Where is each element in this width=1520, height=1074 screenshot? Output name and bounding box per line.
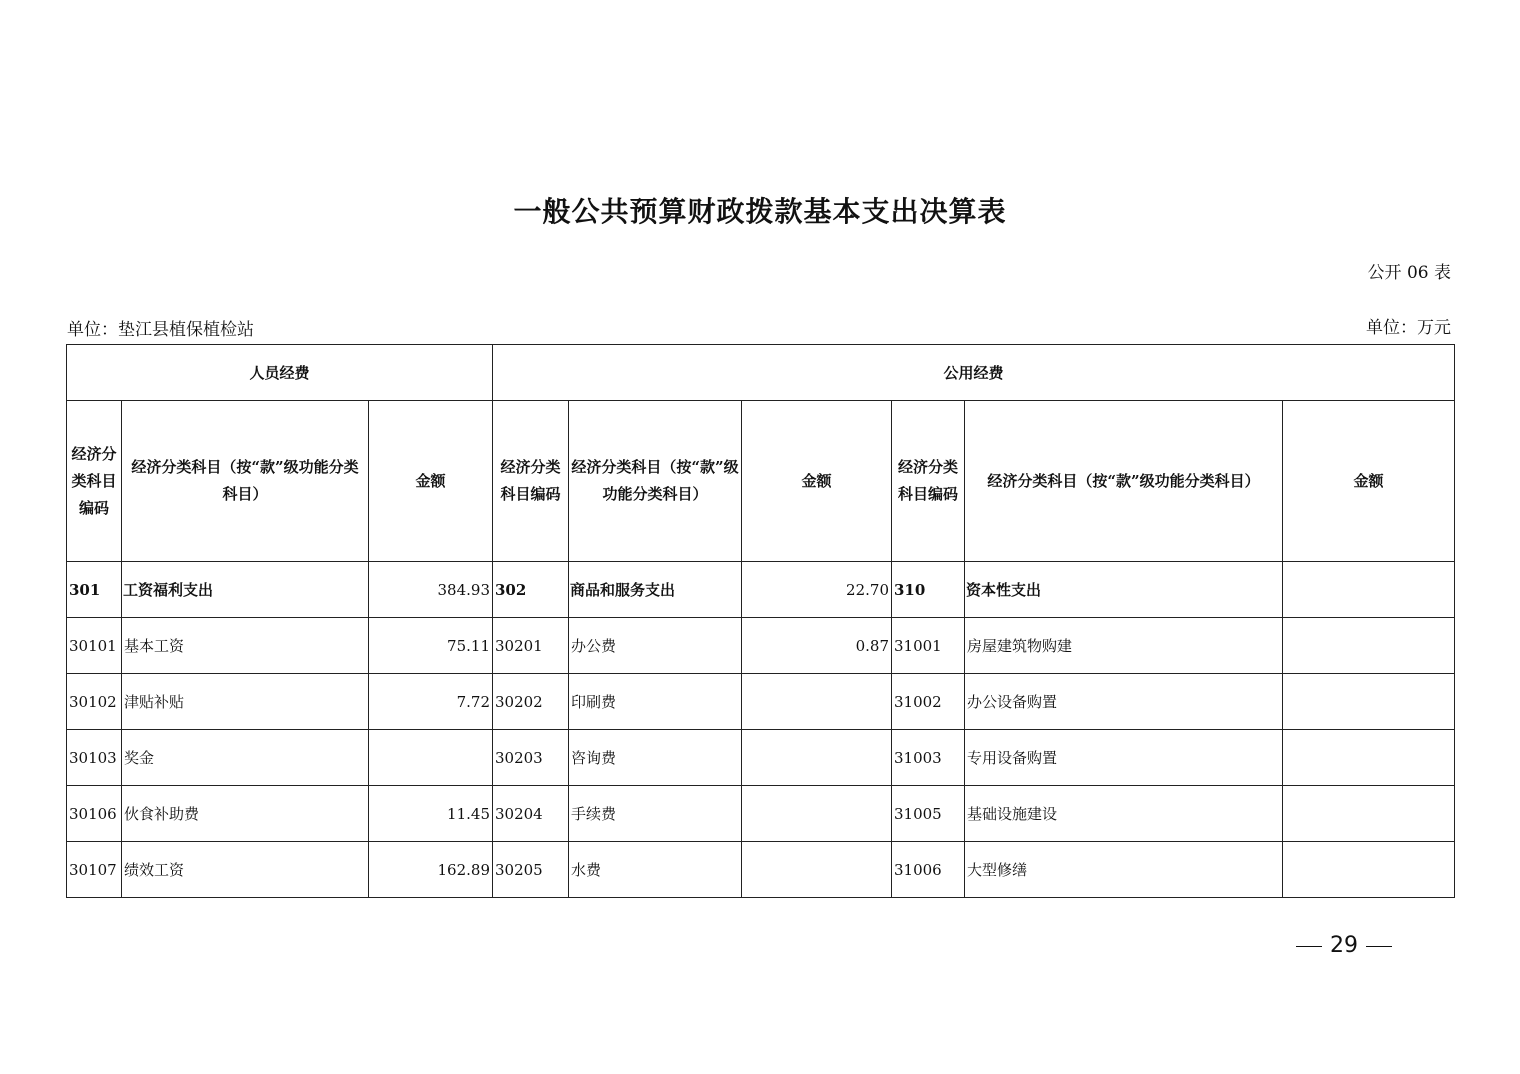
table-row (67, 786, 1455, 842)
column-header-code: 经济分类科目编码 (892, 401, 965, 562)
name-cell: 奖金 (122, 730, 369, 786)
reporting-unit: 单位：垫江县植保植检站 (67, 320, 254, 340)
form-number: 公开 06 表 (1367, 263, 1451, 283)
code-cell: 31002 (892, 674, 965, 730)
column-header-code: 经济分类科目编码 (493, 401, 569, 562)
column-header-amount: 金额 (742, 401, 892, 562)
amount-cell: 22.70 (742, 562, 892, 618)
dash-right (1366, 946, 1392, 947)
column-header-amount: 金额 (369, 401, 493, 562)
column-header-name: 经济分类科目（按“款”级功能分类科目） (569, 401, 742, 562)
name-cell: 咨询费 (569, 730, 742, 786)
page-number (1288, 933, 1400, 958)
table-row (67, 618, 1455, 674)
amount-cell: 75.11 (369, 618, 493, 674)
page-title: 一般公共预算财政拨款基本支出决算表 (513, 195, 1007, 228)
code-cell: 30203 (493, 730, 569, 786)
column-header-name: 经济分类科目（按“款”级功能分类科目） (122, 401, 369, 562)
table-row (67, 730, 1455, 786)
name-cell: 工资福利支出 (122, 562, 369, 618)
amount-cell (1283, 618, 1455, 674)
column-header-name: 经济分类科目（按“款”级功能分类科目） (965, 401, 1283, 562)
name-cell: 印刷费 (569, 674, 742, 730)
code-cell: 30205 (493, 842, 569, 898)
code-cell: 310 (892, 562, 965, 618)
amount-cell: 0.87 (742, 618, 892, 674)
column-header-amount: 金额 (1283, 401, 1455, 562)
name-cell: 手续费 (569, 786, 742, 842)
code-cell: 30103 (67, 730, 122, 786)
amount-cell (742, 786, 892, 842)
amount-cell (1283, 842, 1455, 898)
amount-cell (1283, 674, 1455, 730)
dash-left (1296, 946, 1322, 947)
name-cell: 水费 (569, 842, 742, 898)
name-cell: 房屋建筑物购建 (965, 618, 1283, 674)
code-cell: 30202 (493, 674, 569, 730)
amount-cell (742, 730, 892, 786)
code-cell: 302 (493, 562, 569, 618)
amount-cell: 7.72 (369, 674, 493, 730)
code-cell: 30101 (67, 618, 122, 674)
code-cell: 30204 (493, 786, 569, 842)
expenditure-table (66, 344, 1455, 898)
name-cell: 资本性支出 (965, 562, 1283, 618)
amount-cell (742, 674, 892, 730)
amount-cell (369, 730, 493, 786)
name-cell: 专用设备购置 (965, 730, 1283, 786)
page-number-value: 29 (1330, 933, 1358, 958)
group-header-personnel: 人员经费 (67, 345, 493, 401)
table-row (67, 674, 1455, 730)
amount-cell: 162.89 (369, 842, 493, 898)
name-cell: 办公费 (569, 618, 742, 674)
amount-cell: 11.45 (369, 786, 493, 842)
code-cell: 30107 (67, 842, 122, 898)
code-cell: 31006 (892, 842, 965, 898)
code-cell: 301 (67, 562, 122, 618)
name-cell: 商品和服务支出 (569, 562, 742, 618)
amount-cell: 384.93 (369, 562, 493, 618)
code-cell: 31001 (892, 618, 965, 674)
table-row (67, 562, 1455, 618)
code-cell: 30106 (67, 786, 122, 842)
code-cell: 31003 (892, 730, 965, 786)
amount-cell (742, 842, 892, 898)
amount-cell (1283, 562, 1455, 618)
amount-cell (1283, 786, 1455, 842)
amount-cell (1283, 730, 1455, 786)
name-cell: 办公设备购置 (965, 674, 1283, 730)
name-cell: 基础设施建设 (965, 786, 1283, 842)
name-cell: 津贴补贴 (122, 674, 369, 730)
group-header-public: 公用经费 (493, 345, 1455, 401)
code-cell: 31005 (892, 786, 965, 842)
currency-unit: 单位：万元 (1366, 318, 1451, 338)
name-cell: 绩效工资 (122, 842, 369, 898)
code-cell: 30102 (67, 674, 122, 730)
table-row (67, 842, 1455, 898)
name-cell: 伙食补助费 (122, 786, 369, 842)
name-cell: 基本工资 (122, 618, 369, 674)
column-header-code: 经济分类科目编码 (67, 401, 122, 562)
code-cell: 30201 (493, 618, 569, 674)
name-cell: 大型修缮 (965, 842, 1283, 898)
